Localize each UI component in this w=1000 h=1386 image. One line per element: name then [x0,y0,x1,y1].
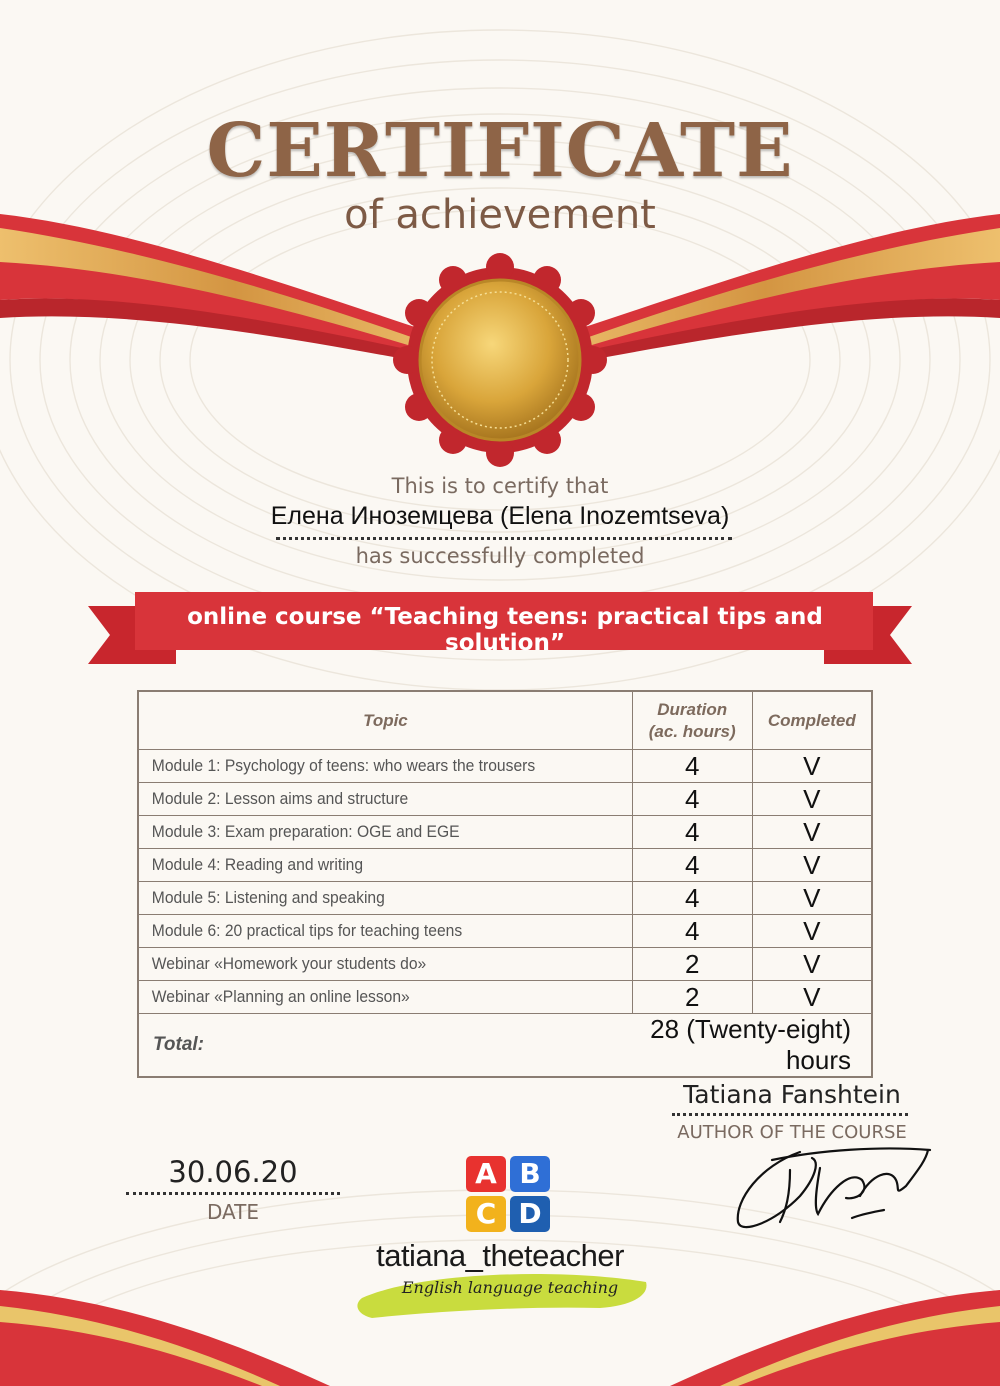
row-completed: V [752,981,872,1014]
table-row [138,849,872,882]
table-row [138,981,872,1014]
row-duration: 4 [632,816,752,849]
total-value: 28 (Twenty-eight) hours [632,1014,872,1078]
logo-letter-b: B [510,1156,550,1192]
row-completed: V [752,783,872,816]
table-row [138,750,872,783]
row-duration: 4 [632,849,752,882]
certificate-subtitle: of achievement [344,192,656,238]
table-row [138,948,872,981]
abcd-logo [466,1156,554,1236]
author-name: Tatiana Fanshtein [683,1080,901,1109]
date-value: 30.06.20 [168,1155,298,1189]
row-completed: V [752,948,872,981]
row-topic: Webinar «Homework your students do» [138,948,593,981]
row-duration: 4 [632,783,752,816]
row-topic: Module 1: Psychology of teens: who wears the trousers [138,750,593,783]
row-completed: V [752,849,872,882]
handwritten-signature [738,1148,930,1227]
brand-tagline: English language teaching [401,1278,619,1297]
header-completed: Completed [752,691,872,750]
table-row [138,783,872,816]
row-topic: Webinar «Planning an online lesson» [138,981,593,1014]
row-completed: V [752,915,872,948]
row-topic: Module 2: Lesson aims and structure [138,783,593,816]
author-role: AUTHOR OF THE COURSE [677,1122,907,1143]
header-duration-line2: (ac. hours) [648,721,736,741]
brand-name: tatiana_theteacher [376,1238,624,1273]
table-row [138,915,872,948]
header-duration [632,691,752,750]
completed-text: has successfully completed [355,544,645,568]
logo-letter-a: A [466,1156,506,1192]
date-label: DATE [206,1200,260,1224]
row-completed: V [752,882,872,915]
recipient-dotted-line [276,537,732,540]
row-topic: Module 4: Reading and writing [138,849,593,882]
certify-text: This is to certify that [391,474,609,498]
row-duration: 4 [632,915,752,948]
course-banner-text: online course “Teaching teens: practical tips and solution” [187,604,823,656]
row-duration: 2 [632,981,752,1014]
row-topic: Module 6: 20 practical tips for teaching teens [138,915,593,948]
modules-table [137,690,873,1078]
gold-medal-icon [393,253,607,467]
table-row [138,882,872,915]
row-completed: V [752,816,872,849]
author-dotted-line [672,1113,908,1116]
date-dotted-line [126,1192,340,1195]
row-duration: 2 [632,948,752,981]
table-total-row [138,1014,872,1078]
table-header-row [138,691,872,750]
row-completed: V [752,750,872,783]
row-topic: Module 3: Exam preparation: OGE and EGE [138,816,593,849]
logo-letter-c: C [466,1196,506,1232]
row-duration: 4 [632,882,752,915]
header-duration-line1: Duration [657,699,728,719]
row-duration: 4 [632,750,752,783]
table-row [138,816,872,849]
row-topic: Module 5: Listening and speaking [138,882,593,915]
recipient-name: Елена Иноземцева (Elena Inozemtseva) [270,502,730,530]
total-label: Total: [138,1014,632,1078]
certificate-title: CERTIFICATE [206,108,794,194]
logo-letter-d: D [510,1196,550,1232]
header-topic: Topic [138,691,632,750]
